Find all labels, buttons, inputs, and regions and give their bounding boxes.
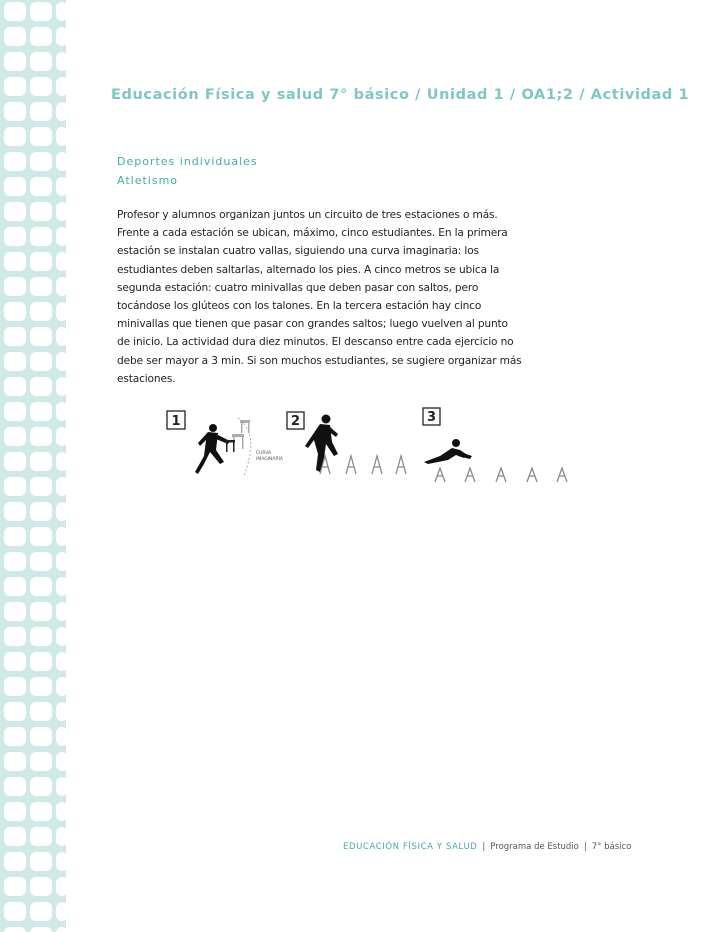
runner-2-icon — [305, 415, 338, 473]
station-2 — [287, 412, 406, 474]
section-category: Deportes individuales — [117, 155, 258, 168]
activity-description — [117, 206, 537, 388]
paragraph-line: de inicio. La actividad dura diez minutos. El descanso entre cada ejercicio no — [117, 336, 514, 349]
jumper-3-icon — [424, 439, 472, 464]
paragraph-line: Frente a cada estación se ubican, máximo, cinco estudiantes. En la primera — [117, 227, 508, 240]
paragraph-line: estudiantes deben saltarlas, alternado los pies. A cinco metros se ubica la — [117, 263, 500, 276]
side-pattern — [0, 0, 66, 932]
station-3-label: 3 — [426, 410, 437, 425]
footer-subject: EDUCACIÓN FÍSICA Y SALUD — [343, 842, 478, 852]
paragraph-line: debe ser mayor a 3 min. Si son muchos estudiantes, se sugiere organizar más — [117, 354, 522, 367]
footer-grade: 7° básico — [591, 842, 632, 852]
section-subcategory: Atletismo — [117, 174, 179, 187]
runner-1-icon — [195, 424, 230, 474]
hurdle-icons — [232, 420, 250, 449]
curve-caption-2: IMAGINARIA — [256, 457, 283, 462]
paragraph-line: estaciones. — [117, 372, 176, 385]
station-3 — [423, 408, 567, 482]
station-1 — [167, 411, 284, 476]
curve-caption-1: CURVA — [256, 451, 272, 456]
mini-hurdles-3 — [435, 468, 567, 482]
decorative-side-strip — [0, 0, 66, 932]
station-1-label: 1 — [171, 414, 181, 429]
section-heading — [117, 152, 258, 190]
paragraph-line: tocándose los glúteos con los talones. En la tercera estación hay cinco — [117, 300, 482, 313]
station-2-label: 2 — [290, 414, 301, 429]
page-footer: EDUCACIÓN FÍSICA Y SALUD | Programa de Estudio | 7° básico — [343, 842, 632, 852]
footer-program: Programa de Estudio — [490, 842, 579, 852]
paragraph-line: minivallas que tienen que pasar con grandes saltos; luego vuelven al punto — [117, 318, 508, 331]
paragraph-line: segunda estación: cuatro minivallas que deben pasar con saltos, pero — [117, 281, 479, 294]
paragraph-line: estación se instalan cuatro vallas, siguiendo una curva imaginaria: los — [117, 245, 479, 258]
circuit-illustration — [160, 404, 580, 488]
page-header-title: Educación Física y salud 7° básico / Unidad 1 / OA1;2 / Actividad 1 — [111, 87, 690, 103]
mini-hurdles-2 — [320, 456, 406, 474]
paragraph-line: Profesor y alumnos organizan juntos un circuito de tres estaciones o más. — [117, 209, 498, 221]
